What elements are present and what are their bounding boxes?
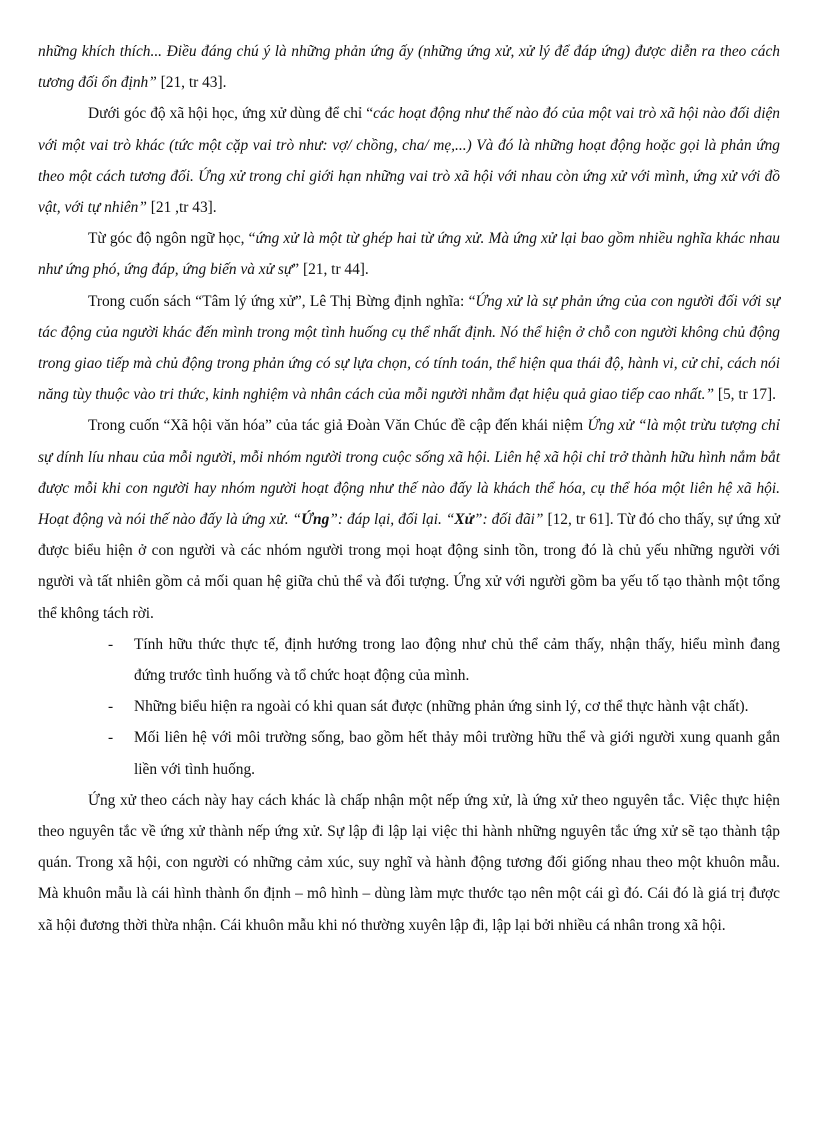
citation-text: [21 ,tr 43].: [146, 199, 217, 217]
quote-text: các hoạt động như thế nào đó của một vai trò xã hội nào đối diện với một vai trò khác (tức một cặp vai trò như: vợ/ chồng, cha/ mẹ,...) Và đó là những hoạt động hoặc gọi là phản ứng theo một cách tương đối. Ứng xử trong chỉ giới hạn những vai trò xã hội với nhau còn ứng xử với mình, ứng xử với đồ vật, với tự nhiên”: [38, 105, 780, 217]
body-text: Trong cuốn “Xã hội văn hóa” của tác giả Đoàn Văn Chúc đề cập đến khái niệm: [88, 417, 588, 435]
paragraph-principles: [38, 785, 780, 941]
list-item: - Mối liên hệ với môi trường sống, bao gồm hết thảy môi trường hữu thể và giới người xung quanh gắn liền với tình huống.: [134, 722, 780, 784]
quote-text: ”: đối đãi”: [473, 511, 544, 529]
citation-text: ” [21, tr 44].: [292, 261, 369, 279]
body-text: Dưới góc độ xã hội học, ứng xử dùng để chỉ “: [88, 105, 374, 123]
factor-list: [38, 629, 780, 785]
paragraph-sociology: [38, 98, 780, 223]
quote-text: Ứng xử là sự phản ứng của con người đối với sự tác động của người khác đến mình trong một tình huống cụ thể nhất định. Nó thể hiện ở chỗ con người không chủ động trong giao tiếp mà chủ động trong phản ứng có sự lựa chọn, có tính toán, thể hiện qua thái độ, hành vi, cử chỉ, cách nói năng tùy thuộc vào tri thức, kinh nghiệm và nhân cách của mỗi người nhằm đạt hiệu quả giao tiếp cao nhất.”: [38, 292, 780, 404]
term-xu: Xử: [454, 511, 474, 529]
paragraph-linguistics: [38, 223, 780, 285]
list-item: - Những biểu hiện ra ngoài có khi quan sát được (những phản ứng sinh lý, cơ thể thực hành vật chất).: [134, 691, 780, 722]
citation-text: [5, tr 17].: [714, 386, 776, 404]
body-text: Ứng xử theo cách này hay cách khác là chấp nhận một nếp ứng xử, là ứng xử theo nguyên tắc. Việc thực hiện theo nguyên tắc về ứng xử thành nếp ứng xử. Sự lập đi lập lại việc thi hành những nguyên tắc ứng xử sẽ tạo thành tập quán. Trong xã hội, con người có những cảm xúc, suy nghĩ và hành động tương đối giống nhau theo một khuôn mẫu. Mà khuôn mẫu là cái hình thành ổn định – mô hình – dùng làm mực thước tạo nên một cái gì đó. Cái đó là giá trị được xã hội đương thời thừa nhận. Cái khuôn mẫu khi nó thường xuyên lập đi, lập lại bởi nhiều cá nhân trong xã hội.: [38, 791, 780, 934]
quote-text: Ứng xử “là một trừu tượng chỉ sự dính líu nhau của mỗi người, mỗi nhóm người trong cuộc sống xã hội. Liên hệ xã hội chỉ trở thành hữu hình nắm bắt được mỗi khi con người hay nhóm người hoạt động như thế nào đấy là khách thể hóa, cụ thể hóa một liên hệ xã hội. Hoạt động và nói thế nào đấy là ứng xử. “: [38, 417, 780, 529]
body-text: Trong cuốn sách “Tâm lý ứng xử”, Lê Thị Bừng định nghĩa: “: [88, 292, 476, 310]
quote-text: ứng xử là một từ ghép hai từ ứng xử. Mà ứng xử lại bao gồm nhiều nghĩa khác nhau như ứng phó, ứng đáp, ứng biến và xử sự: [38, 230, 781, 279]
document-page: [38, 36, 780, 941]
citation-text: [21, tr 43].: [156, 74, 227, 92]
list-item: - Tính hữu thức thực tế, định hướng trong lao động như chủ thể cảm thấy, nhận thấy, hiểu mình đang đứng trước tình huống và tổ chức hoạt động của mình.: [134, 629, 780, 691]
quote-text: những khích thích... Điều đáng chú ý là những phản ứng ấy (những ứng xử, xử lý để đáp ứng) được diễn ra theo cách tương đối ổn định”: [38, 43, 780, 92]
paragraph-social-culture: [38, 410, 780, 628]
body-text: Từ góc độ ngôn ngữ học, “: [88, 230, 256, 248]
body-text: [12, tr 61]. Từ đó cho thấy, sự ứng xử được biểu hiện ở con người và các nhóm người trong mọi hoạt động sinh tồn, trong đó là chủ yếu những người với người và tất nhiên gồm cả mối quan hệ giữa chủ thể và đối tượng. Ứng xử với người gồm ba yếu tố tạo thành một tổng thể không tách rời.: [38, 511, 780, 622]
term-ung: Ứng: [301, 511, 330, 529]
paragraph-psychology: [38, 286, 780, 411]
quote-text: ”: đáp lại, đối lại. “: [329, 511, 455, 529]
paragraph-continued: [38, 36, 780, 98]
